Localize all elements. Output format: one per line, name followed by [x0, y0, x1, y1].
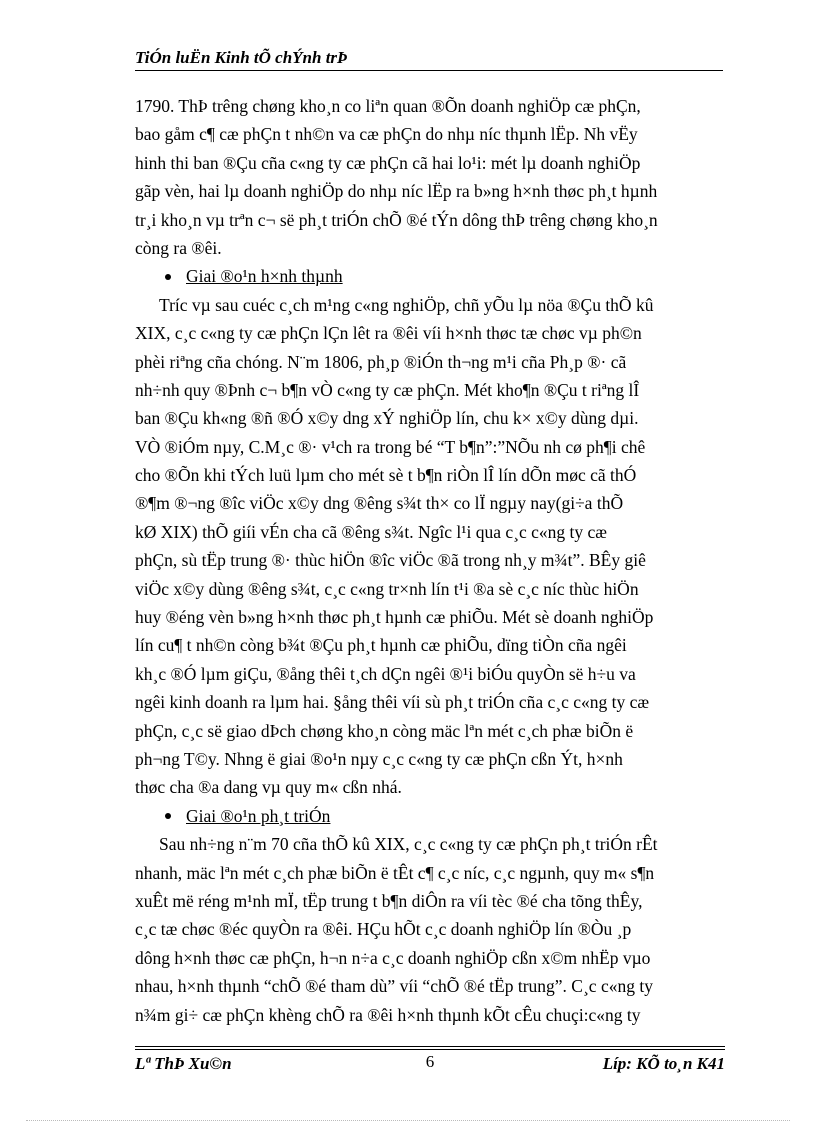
page-footer: [135, 1046, 725, 1078]
text-line: c¸c tæ chøc ®éc quyÒn ra ®êi. HÇu hÕt c¸c doanh nghiÖp lín ®Òu ¸p: [135, 919, 632, 940]
section-heading-formation: [135, 262, 725, 290]
text-line: ngêi kinh doanh ra lµm hai. §ång thêi víi sù ph¸t triÓn cña c¸c c«ng ty cæ: [135, 692, 650, 713]
text-line: XIX, c¸c c«ng ty cæ phÇn lÇn lêt ra ®êi víi h×nh thøc tæ chøc vµ ph©n: [135, 323, 642, 344]
footer-rule: [135, 1046, 725, 1047]
footer-rule: [135, 1049, 725, 1050]
text-line: xuÊt më réng m¹nh mÏ, tËp trung t b¶n diÔn ra víi tèc ®é cha tõng thÊy,: [135, 890, 643, 911]
text-line: kØ XIX) thÕ giíi vÉn cha cã ®êng s¾t. Ngîc l¹i qua c¸c c«ng ty cæ: [135, 521, 607, 542]
text-line: phÇn, sù tËp trung ®· thùc hiÖn ®îc viÖc ®ã trong nh¸y m¾t”. BÊy giê: [135, 550, 646, 571]
text-line: phÇn, c¸c së giao dÞch chøng kho¸n còng mäc lªn mét c¸ch phæ biÕn ë: [135, 720, 634, 741]
body-text: [135, 92, 725, 1029]
text-line: n¾m gi÷ cæ phÇn khèng chÕ ra ®êi h×nh thµnh kÕt cÊu chuçi:c«ng ty: [135, 1004, 641, 1025]
heading-text: Giai ®o¹n h×nh thµnh: [186, 266, 343, 287]
text-line: VÒ ®iÓm nµy, C.M¸c ®· v¹ch ra trong bé “T b¶n”:”NÕu nh cø ph¶i chê: [135, 436, 646, 457]
text-line: còng ra ®êi.: [135, 237, 222, 258]
text-line: nhau, h×nh thµnh “chÕ ®é tham dù” víi “chÕ ®é tËp trung”. C¸c c«ng ty: [135, 976, 653, 997]
text-line: nh÷nh quy ®Þnh c¬ b¶n vÒ c«ng ty cæ phÇn. Mét kho¶n ®Çu t riªng lÎ: [135, 379, 640, 400]
footer-class: Líp: KÕ to¸n K41: [602, 1054, 725, 1073]
section-heading-development: [135, 802, 725, 830]
page-header: [135, 48, 723, 74]
text-line: hinh thi ban ®Çu cña c«ng ty cæ phÇn cã hai lo¹i: mét lµ doanh nghiÖp: [135, 152, 641, 173]
bullet-icon: [165, 813, 171, 819]
text-line: phèi riªng cña chóng. N¨m 1806, ph¸p ®iÓn th¬ng m¹i cña Ph¸p ®· cã: [135, 351, 627, 372]
text-line: gãp vèn, hai lµ doanh nghiÖp do nhµ níc lËp ra b»ng h×nh thøc ph¸t hµnh: [135, 181, 658, 202]
text-line: bao gåm c¶ cæ phÇn t nh©n va cæ phÇn do nhµ níc thµnh lËp. Nh vËy: [135, 124, 638, 145]
footer-author: Lª ThÞ Xu©n: [135, 1054, 232, 1073]
text-line: Sau nh÷ng n¨m 70 cña thÕ kû XIX, c¸c c«ng ty cæ phÇn ph¸t triÓn rÊt: [159, 834, 658, 855]
header-title: TiÓn luËn Kinh tÕ chÝnh trÞ: [135, 48, 348, 67]
text-line: cho ®Õn khi tÝch luü lµm cho mét sè t b¶n riÒn lÎ lín dÕn møc cã thÓ: [135, 465, 637, 486]
text-line: ph¬ng T©y. Nhng ë giai ®o¹n nµy c¸c c«ng ty cæ phÇn cßn Ýt, h×nh: [135, 748, 623, 769]
text-line: tr¸i kho¸n vµ trªn c¬ së ph¸t triÓn chÕ ®é tÝn dông thÞ trêng chøng kho¸n: [135, 209, 658, 230]
text-line: lín cu¶ t nh©n còng b¾t ®Çu ph¸t hµnh cæ phiÕu, dïng tiÒn cña ngêi: [135, 635, 627, 656]
page-edge-divider: [26, 1120, 790, 1121]
text-line: dông h×nh thøc cæ phÇn, h¬n n÷a c¸c doanh nghiÖp cßn x©m nhËp vµo: [135, 947, 651, 968]
text-line: nhanh, mäc lªn mét c¸ch phæ biÕn ë tÊt c¶ c¸c níc, c¸c ngµnh, quy m« s¶n: [135, 862, 655, 883]
text-line: viÖc x©y dùng ®êng s¾t, c¸c c«ng tr×nh lín t¹i ®a sè c¸c níc thùc hiÖn: [135, 578, 639, 599]
text-line: kh¸c ®Ó lµm giÇu, ®ång thêi t¸ch dÇn ngêi ®¹i biÓu quyÒn së h÷u va: [135, 663, 636, 684]
heading-text: Giai ®o¹n ph¸t triÓn: [186, 805, 331, 826]
text-line: huy ®éng vèn b»ng h×nh thøc ph¸t hµnh cæ phiÕu. Mét sè doanh nghiÖp: [135, 607, 654, 628]
text-line: thøc cha ®a dang vµ quy m« cßn nhá.: [135, 777, 402, 798]
bullet-icon: [165, 274, 171, 280]
text-line: ban ®Çu kh«ng ®ñ ®Ó x©y dng xÝ nghiÖp lín, chu k× x©y dùng dµi.: [135, 408, 639, 429]
text-line: 1790. ThÞ trêng chøng kho¸n co liªn quan ®Õn doanh nghiÖp cæ phÇn,: [135, 96, 641, 116]
page-number: 6: [425, 1052, 435, 1071]
header-rule: [135, 70, 723, 71]
text-line: ®¶m ®¬ng ®îc viÖc x©y dng ®êng s¾t th× co lÏ ngµy nay(gi÷a thÕ: [135, 493, 624, 514]
text-line: Tríc vµ sau cuéc c¸ch m¹ng c«ng nghiÖp, chñ yÕu lµ nöa ®Çu thÕ kû: [159, 294, 654, 315]
